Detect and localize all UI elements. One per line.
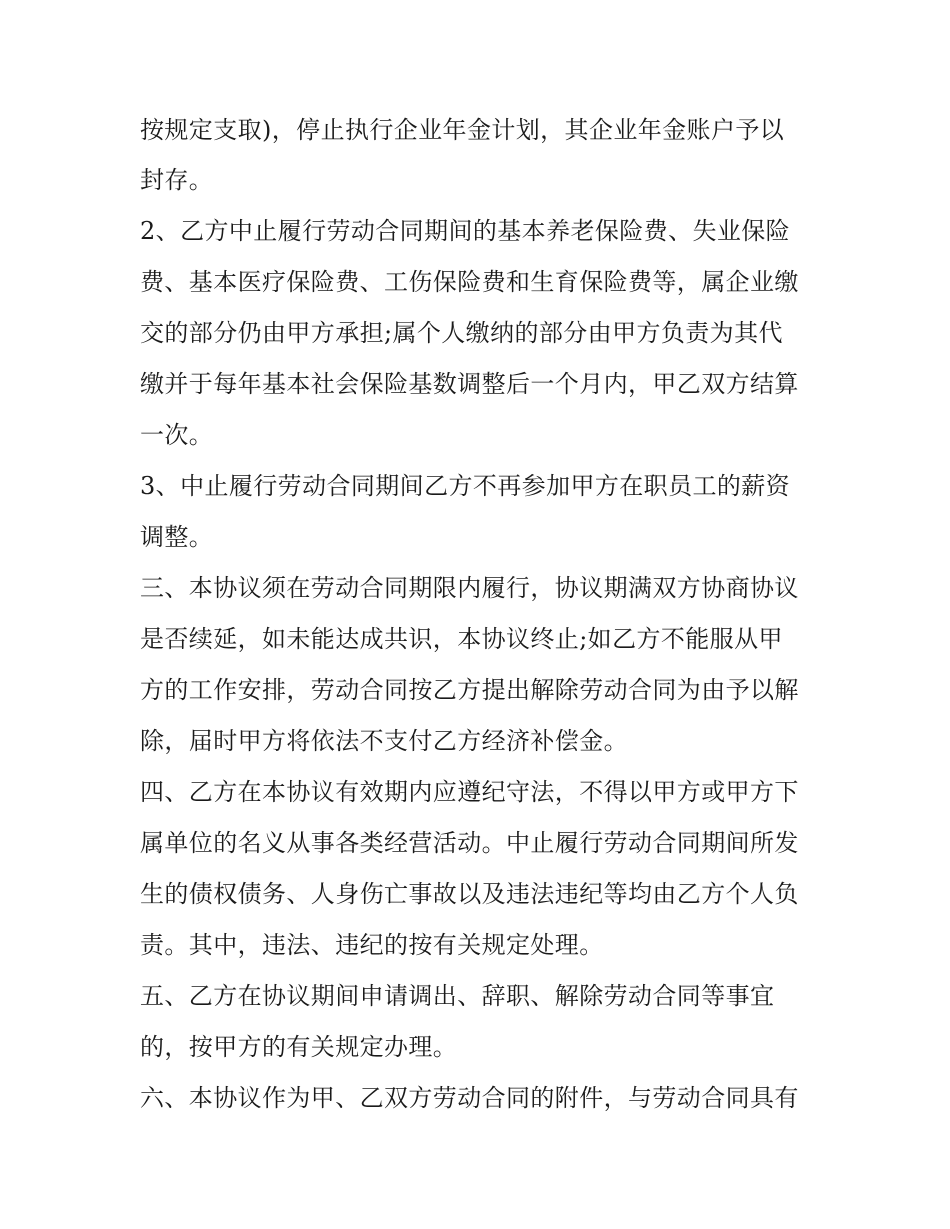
text-line: 生的债权债务、人身伤亡事故以及违法违纪等均由乙方个人负 <box>140 880 799 908</box>
text-line: 除，届时甲方将依法不支付乙方经济补偿金。 <box>140 727 628 755</box>
text-line: 封存。 <box>140 166 214 194</box>
text-line: 2、乙方中止履行劳动合同期间的基本养老保险费、失业保险 <box>140 217 791 245</box>
text-line: 责。其中，违法、违纪的按有关规定处理。 <box>140 931 604 959</box>
text-line: 三、本协议须在劳动合同期限内履行，协议期满双方协商协议 <box>140 574 799 602</box>
text-line: 属单位的名义从事各类经营活动。中止履行劳动合同期间所发 <box>140 829 799 857</box>
text-line: 交的部分仍由甲方承担;属个人缴纳的部分由甲方负责为其代 <box>140 319 783 347</box>
text-line: 调整。 <box>140 523 214 551</box>
text-line: 方的工作安排，劳动合同按乙方提出解除劳动合同为由予以解 <box>140 676 799 704</box>
text-line: 四、乙方在本协议有效期内应遵纪守法，不得以甲方或甲方下 <box>140 778 799 806</box>
text-line: 按规定支取)，停止执行企业年金计划，其企业年金账户予以 <box>140 116 785 144</box>
text-line: 费、基本医疗保险费、工伤保险费和生育保险费等，属企业缴 <box>140 268 799 296</box>
text-line: 缴并于每年基本社会保险基数调整后一个月内，甲乙双方结算 <box>140 370 799 398</box>
text-line: 六、本协议作为甲、乙双方劳动合同的附件，与劳动合同具有 <box>140 1084 799 1112</box>
text-line: 一次。 <box>140 421 214 449</box>
text-line: 的，按甲方的有关规定办理。 <box>140 1033 458 1061</box>
text-line: 五、乙方在协议期间申请调出、辞职、解除劳动合同等事宜 <box>140 982 775 1010</box>
text-line: 是否续延，如未能达成共识，本协议终止;如乙方不能服从甲 <box>140 625 783 653</box>
text-line: 3、中止履行劳动合同期间乙方不再参加甲方在职员工的薪资 <box>140 472 791 500</box>
